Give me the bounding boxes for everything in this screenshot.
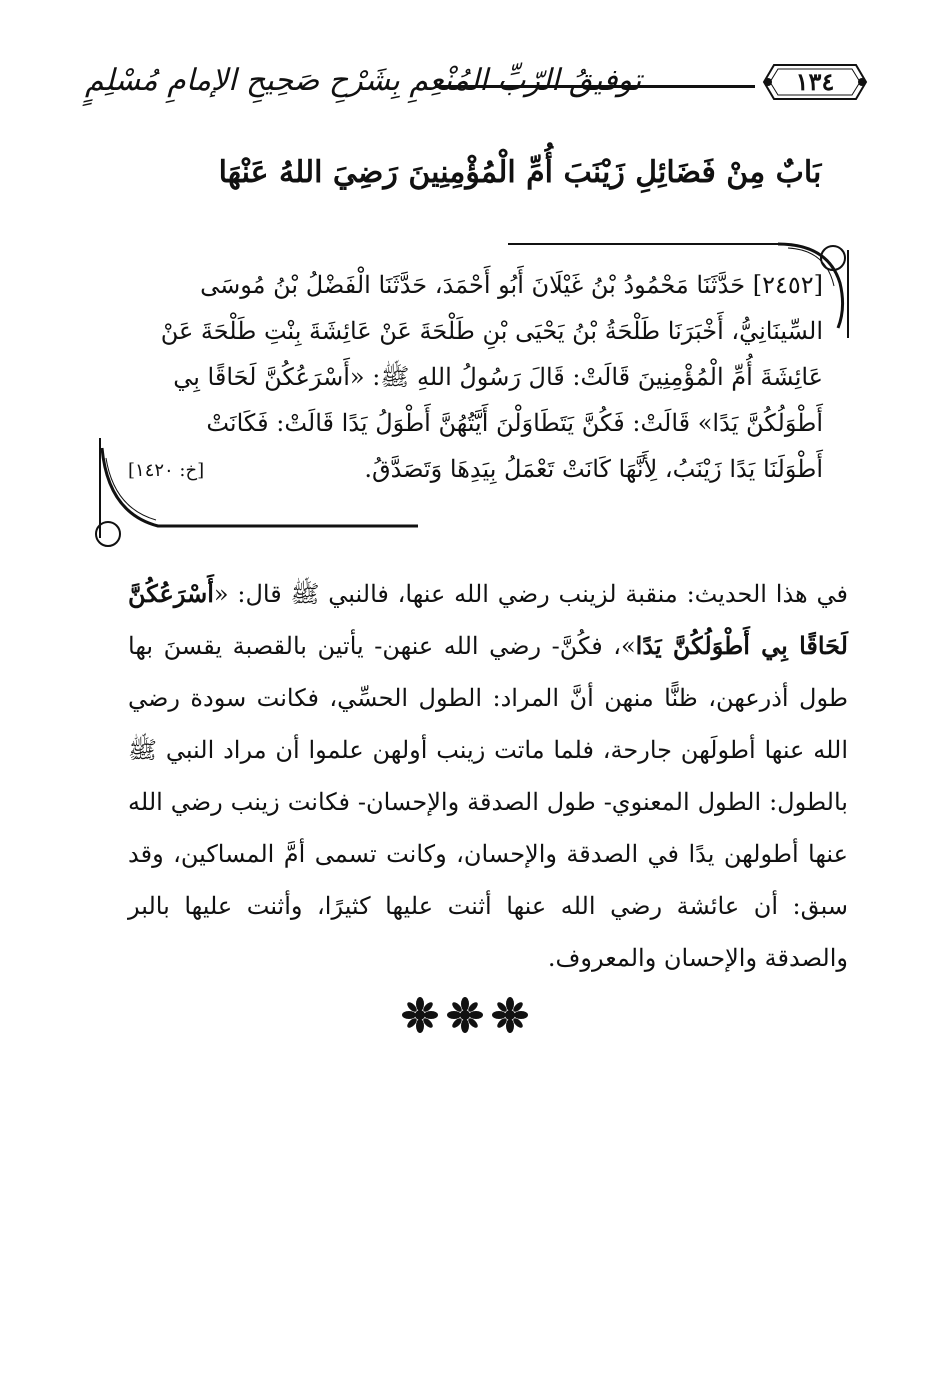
header-rule (435, 85, 755, 88)
page-number-badge (760, 59, 870, 105)
quoted-hadith: أَسْرَعُكُنَّ لَحَاقًا بِي أَطْوَلُكُنَّ يَدًا (128, 579, 848, 660)
commentary-text: في هذا الحديث: منقبة لزينب رضي الله عنها، فالنبي ﷺ قال: « (213, 580, 848, 608)
running-header (60, 55, 860, 115)
hadith-line: حَدَّثَنَا مَحْمُودُ بْنُ غَيْلَانَ أَبُو أَحْمَدَ، حَدَّثَنَا الْفَضْلُ بْنُ مُوسَى (200, 271, 746, 299)
hadith-line: السِّينَانِيُّ، أَخْبَرَنَا طَلْحَةُ بْنُ يَحْيَى بْنِ طَلْحَةَ عَنْ عَائِشَةَ بِنْتِ طَلْحَةَ عَنْ (160, 317, 823, 345)
hadith-line: عَائِشَةَ أُمِّ الْمُؤْمِنِينَ قَالَتْ: قَالَ رَسُولُ اللهِ ﷺ: «أَسْرَعُكُنَّ لَحَاقًا بِي (173, 363, 823, 391)
section-end-ornament (400, 995, 530, 1035)
hadith-text (128, 262, 823, 492)
commentary-paragraph (128, 568, 848, 984)
flower-ornament-icon (400, 995, 530, 1035)
hadith-line: أَطْوَلَنَا يَدًا زَيْنَبُ، لِأَنَّهَا كَانَتْ تَعْمَلُ بِيَدِهَا وَتَصَدَّقُ. (364, 455, 823, 483)
commentary-text: »، فكُنَّ- رضي الله عنهن- يأتين بالقصبة يقسنَ بها طول أذرعهن، ظنًّا منهن أنَّ المراد: الطول الحسِّي، فكانت سودة رضي الله عنها أطولَهن جارحة، فلما ماتت زينب أولهن علموا أن مراد النبي ﷺ بالطول: الطول المعنوي- طول الصدقة والإحسان- فكانت زينب رضي الله عنها أطولهن يدًا في الصدقة والإحسان، وكانت تسمى أمَّ المساكين، وقد سبق: أن عائشة رضي الله عنها أثنت عليها كثيرًا، وأثنت عليها بالبر والصدقة والإحسان والمعروف. (128, 632, 848, 972)
hadith-number: [٢٤٥٢] (752, 271, 823, 299)
commentary (128, 568, 848, 984)
hadith-line: أَطْوَلُكُنَّ يَدًا» قَالَتْ: فَكُنَّ يَتَطَاوَلْنَ أَيَّتُهُنَّ أَطْوَلُ يَدًا قَالَتْ: فَكَانَتْ (206, 409, 823, 437)
page-number: ١٣٤ (795, 67, 835, 96)
chapter-heading: بَابٌ مِنْ فَضَائِلِ زَيْنَبَ أُمِّ الْمُؤْمِنِينَ رَضِيَ اللهُ عَنْهَا (218, 155, 822, 190)
hadith-reference: [خ: ١٤٢٠] (128, 460, 205, 481)
book-title: توفيقُ الرّبِّ المُنْعِمِ بِشَرْحِ صَحِيحِ الإمامِ مُسْلِمٍ (85, 63, 642, 98)
